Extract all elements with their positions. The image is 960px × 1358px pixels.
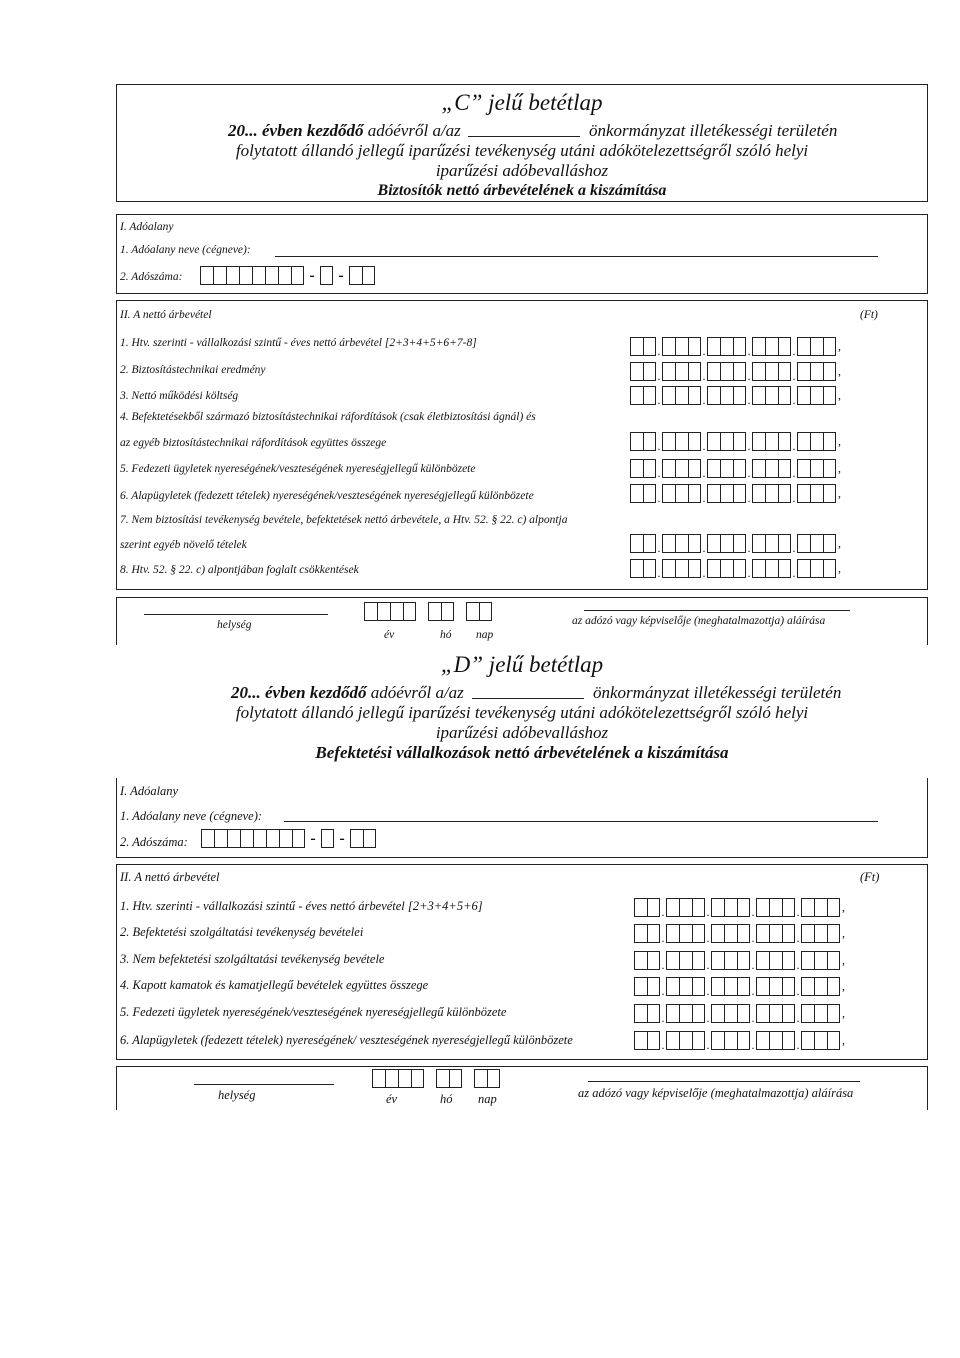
c-name-label: 1. Adóalany neve (cégneve): bbox=[120, 244, 251, 256]
c-place-label: helység bbox=[217, 619, 252, 631]
d-day-label: nap bbox=[478, 1092, 497, 1106]
d-row-3-amount[interactable]: . . . . , bbox=[634, 951, 850, 970]
d-name-field[interactable] bbox=[284, 821, 878, 822]
d-row-5-amount[interactable]: . . . . , bbox=[634, 1004, 850, 1023]
c-row-7-label: 7. Nem biztosítási tevékenység bevétele, befektetések nettó árbevétele, a Htv. 52. § 22. c) alpontja bbox=[120, 514, 568, 526]
c-row-6-amount[interactable]: . . . . , bbox=[630, 484, 846, 503]
c-row-3-amount[interactable]: . . . . , bbox=[630, 386, 846, 405]
c-month-label: hó bbox=[440, 629, 452, 641]
c-section1-title: I. Adóalany bbox=[120, 221, 174, 233]
c-taxnum-label: 2. Adószáma: bbox=[120, 271, 183, 283]
c-signer-label: az adózó vagy képviselője (meghatalmazottja) aláírása bbox=[572, 615, 826, 627]
c-line1-c: önkormányzat illetékességi területén bbox=[589, 121, 838, 140]
c-line2: folytatott állandó jellegű iparűzési tevékenység utáni adókötelezettségről szóló helyi bbox=[235, 141, 809, 160]
c-taxnum-field[interactable]: - - bbox=[200, 266, 375, 285]
c-row-7-amount[interactable]: . . . . , bbox=[630, 534, 846, 553]
d-signature-field[interactable] bbox=[588, 1081, 860, 1082]
c-year-start: 20... évben kezdődő bbox=[228, 121, 364, 140]
d-row-1-amount[interactable]: . . . . , bbox=[634, 898, 850, 917]
c-row-1-amount[interactable]: . . . . , bbox=[630, 337, 846, 356]
c-line3: iparűzési adóbevalláshoz bbox=[435, 161, 609, 180]
c-row-5-label: 5. Fedezeti ügyletek nyereségének/veszteségének nyereségjellegű különbözete bbox=[120, 463, 476, 475]
c-name-field[interactable] bbox=[275, 256, 878, 257]
d-section1-title: I. Adóalany bbox=[120, 784, 179, 798]
d-row-1-label: 1. Htv. szerinti - vállalkozási szintű - éves nettó árbevétel [2+3+4+5+6] bbox=[120, 899, 483, 913]
d-line3: iparűzési adóbevalláshoz bbox=[435, 723, 609, 742]
d-signer-label: az adózó vagy képviselője (meghatalmazottja) aláírása bbox=[578, 1086, 854, 1100]
d-unit: (Ft) bbox=[860, 870, 880, 884]
d-place-label: helység bbox=[218, 1088, 256, 1102]
d-year-label: év bbox=[386, 1092, 398, 1106]
d-municipality-line[interactable] bbox=[472, 698, 584, 699]
c-row-7b-label: szerint egyéb növelő tételek bbox=[120, 539, 247, 551]
c-row-1-label: 1. Htv. szerinti - vállalkozási szintű - éves nettó árbevétel [2+3+4+5+6+7-8] bbox=[120, 337, 477, 349]
d-title: „D” jelű betétlap bbox=[440, 652, 604, 677]
d-line1-a bbox=[231, 683, 464, 703]
d-date-field[interactable] bbox=[372, 1069, 500, 1088]
c-place-field[interactable] bbox=[144, 614, 328, 615]
c-day-label: nap bbox=[476, 629, 494, 641]
c-row-4-amount[interactable]: . . . . , bbox=[630, 432, 846, 451]
c-row-2-amount[interactable]: . . . . , bbox=[630, 362, 846, 381]
c-unit: (Ft) bbox=[860, 309, 878, 321]
c-section2-title: II. A nettó árbevétel bbox=[120, 309, 212, 321]
d-row-3-label: 3. Nem befektetési szolgáltatási tevékenység bevétele bbox=[120, 952, 385, 966]
d-row-2-amount[interactable]: . . . . , bbox=[634, 924, 850, 943]
c-signature-field[interactable] bbox=[584, 610, 850, 611]
c-row-6-label: 6. Alapügyletek (fedezett tételek) nyereségének/veszteségének nyereségjellegű különbözete bbox=[120, 490, 534, 502]
c-from-year: adóévről a/az bbox=[367, 121, 461, 140]
c-date-field[interactable] bbox=[364, 602, 492, 621]
c-row-5-amount[interactable]: . . . . , bbox=[630, 459, 846, 478]
d-subtitle: Befektetési vállalkozások nettó árbevételének a kiszámítása bbox=[315, 743, 729, 762]
d-from-year: adóévről a/az bbox=[370, 683, 464, 702]
d-row-2-label: 2. Befektetési szolgáltatási tevékenység bevételei bbox=[120, 925, 364, 939]
d-place-field[interactable] bbox=[194, 1084, 334, 1085]
d-month-label: hó bbox=[440, 1092, 453, 1106]
c-row-8-label: 8. Htv. 52. § 22. c) alpontjában foglalt csökkentések bbox=[120, 564, 359, 576]
d-section2-title: II. A nettó árbevétel bbox=[120, 870, 220, 884]
d-row-4-amount[interactable]: . . . . , bbox=[634, 977, 850, 996]
c-row-4-label: 4. Befektetésekből származó biztosítástechnikai ráfordítások (csak életbiztosítási ágnál) és bbox=[120, 411, 536, 423]
c-line1-a bbox=[228, 121, 461, 141]
d-line2: folytatott állandó jellegű iparűzési tevékenység utáni adókötelezettségről szóló helyi bbox=[235, 703, 809, 722]
c-row-2-label: 2. Biztosítástechnikai eredmény bbox=[120, 364, 266, 376]
d-taxnum-label: 2. Adószáma: bbox=[120, 835, 188, 849]
c-title: „C” jelű betétlap bbox=[441, 90, 603, 115]
c-row-4b-label: az egyéb biztosítástechnikai ráfordítások együttes összege bbox=[120, 437, 387, 449]
c-subtitle: Biztosítók nettó árbevételének a kiszámítása bbox=[377, 182, 667, 199]
d-row-6-amount[interactable]: . . . . , bbox=[634, 1031, 850, 1050]
d-year-start: 20... évben kezdődő bbox=[231, 683, 367, 702]
c-row-8-amount[interactable]: . . . . , bbox=[630, 559, 846, 578]
d-name-label: 1. Adóalany neve (cégneve): bbox=[120, 809, 263, 823]
d-row-5-label: 5. Fedezeti ügyletek nyereségének/veszteségének nyereségjellegű különbözete bbox=[120, 1005, 507, 1019]
d-row-4-label: 4. Kapott kamatok és kamatjellegű bevételek együttes összege bbox=[120, 978, 429, 992]
c-municipality-line[interactable] bbox=[468, 136, 580, 137]
d-row-6-label: 6. Alapügyletek (fedezett tételek) nyereségének/ veszteségének nyereségjellegű különbözete bbox=[120, 1033, 573, 1047]
c-row-3-label: 3. Nettó működési költség bbox=[120, 390, 239, 402]
c-year-label: év bbox=[384, 629, 395, 641]
d-line1-c: önkormányzat illetékességi területén bbox=[593, 683, 842, 702]
d-taxnum-field[interactable]: - - bbox=[201, 829, 376, 848]
